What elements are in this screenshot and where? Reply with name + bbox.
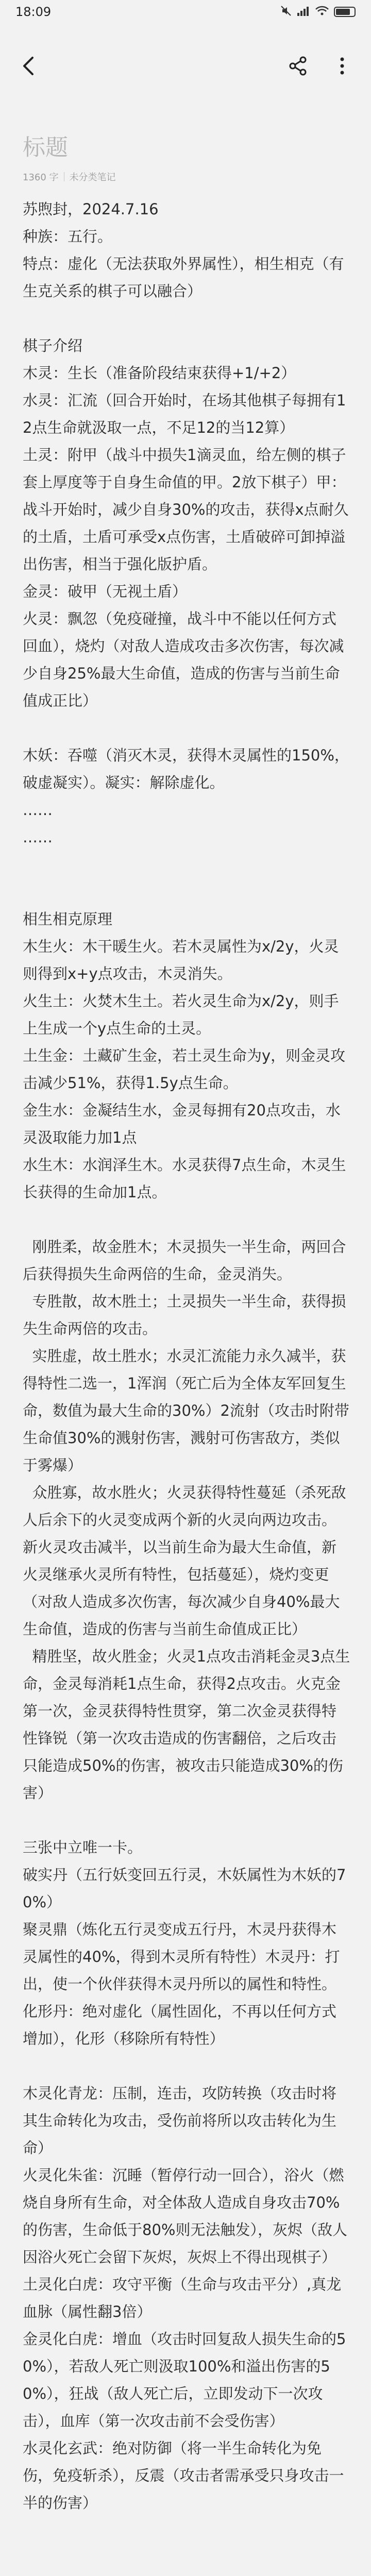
status-bar (0, 0, 371, 24)
note-line: 木灵：生长（准备阶段结束获得+1/+2） (23, 364, 296, 382)
note-line: 化形丹：绝对虚化（属性固化，不再以任何方式增加），化形（移除所有特性） (23, 2003, 337, 2047)
note-line (23, 2053, 350, 2080)
back-button[interactable] (12, 50, 45, 83)
note-line: 刚胜柔，故金胜木；木灵损失一半生命，两回合后获得损失生命两倍的生命，金灵消失。 (23, 1238, 346, 1283)
note-line: 破实丹（五行妖变回五行灵，木妖属性为木妖的70%） (23, 1866, 346, 1911)
note-line: 种族：五行。 (23, 228, 113, 245)
share-icon (288, 56, 308, 78)
more-button[interactable] (326, 50, 359, 83)
note-line: …… (23, 828, 53, 846)
note-line (23, 851, 350, 878)
more-vertical-icon (339, 56, 345, 78)
status-time: 18:09 (15, 5, 52, 19)
mute-icon (280, 5, 292, 19)
wifi-icon (315, 6, 329, 19)
note-line: 棋子介绍 (23, 337, 83, 354)
note-line (23, 1206, 350, 1233)
note-line: 木生火：木干暖生火。若木灵属性为x/2y，火灵则得到x+y点攻击，木灵消失。 (23, 938, 339, 982)
note-line: 实胜虚，故土胜水；水灵汇流能力永久减半，获得特性二选一，1浑润（死亡后为全体友军回复生命，数值为最大生命的30%）2流射（攻击时附带生命值30%的溅射伤害，溅射可伤害敌方，类似于雾爆） (23, 1347, 349, 1474)
note-line: 水灵化玄武：绝对防御（将一半生命转化为免伤，免疫斩杀），反震（攻击者需承受只身攻击一半的伤害） (23, 2439, 344, 2512)
note-line: 木妖：吞噬（消灭木灵，获得木灵属性的150%，破虚凝实）。凝实：解除虚化。 (23, 747, 349, 791)
note-line: 专胜散，故木胜土；土灵损失一半生命，获得损失生命两倍的攻击。 (23, 1293, 346, 1337)
note-meta (23, 170, 116, 183)
share-button[interactable] (281, 50, 314, 83)
note-line: 金灵：破甲（无视土盾） (23, 583, 188, 600)
status-icons (280, 5, 356, 19)
note-line (23, 305, 350, 332)
toolbar-actions (281, 50, 359, 83)
note-line: 土灵：附甲（战斗中损失1滴灵血，给左侧的棋子套上厚度等于自身生命值的甲。2放下棋子）甲：战斗开始时，减少自身30%的攻击，获得x点耐久的土盾，土盾可承受x点伤害，土盾破碎可卸掉溢出伤害，相当于强化版护盾。 (23, 446, 349, 573)
note-line: 火灵：飘忽（免疫碰撞，战斗中不能以任何方式回血），烧灼（对敌人造成攻击多次伤害，每次减少自身25%最大生命值，造成的伤害与当前生命值成正比） (23, 610, 344, 709)
note-line: 土灵化白虎：攻守平衡（生命与攻击平分）,真龙血脉（属性翻3倍） (23, 2276, 342, 2320)
note-title-input[interactable]: 标题 (23, 134, 68, 161)
note-line (23, 878, 350, 906)
note-line: 火生土：火焚木生土。若火灵生命为x/2y，则手上生成一个y点生命的土灵。 (23, 992, 339, 1037)
chevron-left-icon (21, 56, 37, 78)
note-line: 金生水：金凝结生水，金灵每拥有20点攻击，水灵汲取能力加1点 (23, 1101, 341, 1146)
note-line: 众胜寡，故水胜火；火灵获得特性蔓延（杀死敌人后余下的火灵变成两个新的火灵向两边攻击。新火灵攻击减半，以当前生命为最大生命值，新火灵继承火灵所有特性，包括蔓延），烧灼变更（对敌人造成多次伤害，每次减少自身40%最大生命值，造成的伤害与当前生命值成正比） (23, 1484, 346, 1638)
note-line (23, 715, 350, 742)
note-line: 金灵化白虎：增血（攻击时回复敌人损失生命的50%），若敌人死亡则汲取100%和溢出伤害的50%），狂战（敌人死亡后，立即发动下一次攻击），血库（第一次攻击前不会受伤害） (23, 2330, 346, 2430)
note-line: 三张中立唯一卡。 (23, 1839, 143, 1856)
note-line: 相生相克原理 (23, 910, 113, 928)
note-line: 木灵化青龙：压制，连击，攻防转换（攻击时将其生命转化为攻击，受伤前将所以攻击转化为生命） (23, 2084, 337, 2157)
note-line: 土生金：土藏矿生金，若土灵生命为y，则金灵攻击减少51%，获得1.5y点生命。 (23, 1047, 346, 1092)
note-line: 聚灵鼎（炼化五行灵变成五行丹，木灵丹获得木灵属性的40%，得到木灵所有特性）木灵丹：打出，使一个伙伴获得木灵丹所以的属性和特性。 (23, 1921, 340, 1993)
note-line: 水灵：汇流（回合开始时，在场其他棋子每拥有12点生命就汲取一点，不足12的当12算） (23, 392, 346, 436)
note-line: 苏煦封，2024.7.16 (23, 200, 159, 218)
toolbar (0, 41, 371, 93)
char-count: 1360 字 (23, 172, 59, 183)
signal-icon (297, 6, 310, 19)
battery-icon (334, 7, 356, 17)
category-selector[interactable]: 未分类笔记 (69, 172, 116, 183)
note-body-editor[interactable] (23, 196, 350, 2517)
note-line: 水生木：水润泽生木。水灵获得7点生命，木灵生长获得的生命加1点。 (23, 1156, 346, 1201)
note-line (23, 1807, 350, 1834)
note-line: 特点：虚化（无法获取外界属性），相生相克（有生克关系的棋子可以融合） (23, 255, 344, 300)
note-line: …… (23, 801, 53, 819)
note-line: 精胜坚，故火胜金；火灵1点攻击消耗金灵3点生命，金灵每消耗1点生命，获得2点攻击。火克金第一次，金灵获得特性贯穿，第二次金灵获得特性锋锐（第一次攻击造成的伤害翻倍，之后攻击只能造成50%的伤害，被攻击只能造成30%的伤害） (23, 1648, 350, 1802)
note-line: 火灵化朱雀：沉睡（暂停行动一回合），浴火（燃烧自身所有生命，对全体敌人造成自身攻击70%的伤害，生命低于80%则无法触发），灰烬（敌人因浴火死亡会留下灰烬，灰烬上不得出现棋子） (23, 2166, 347, 2266)
